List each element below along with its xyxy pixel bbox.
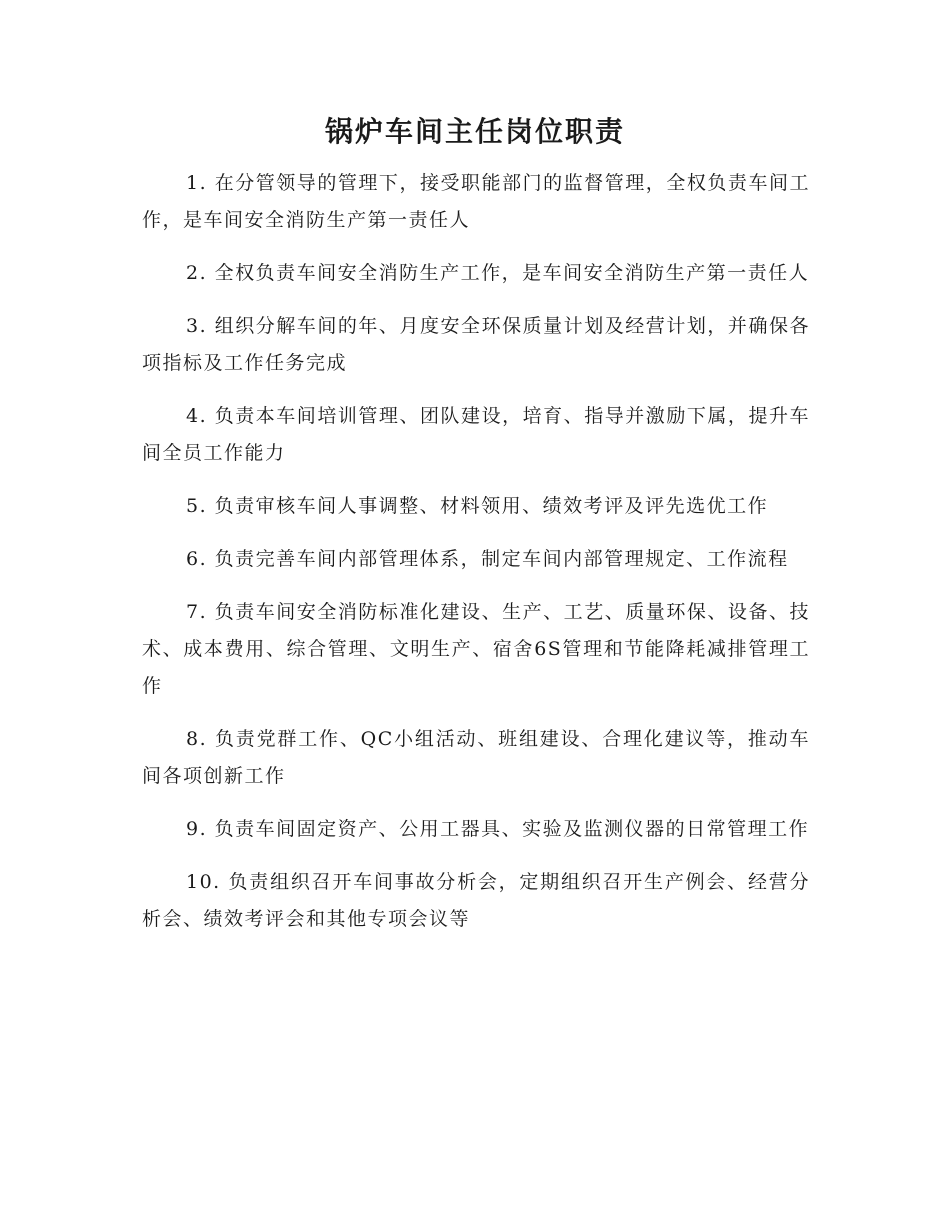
duty-item-1: 1. 在分管领导的管理下，接受职能部门的监督管理，全权负责车间工作，是车间安全消防生产第一责任人 — [142, 172, 810, 231]
duty-item-4: 4. 负责本车间培训管理、团队建设，培育、指导并激励下属，提升车间全员工作能力 — [142, 405, 810, 464]
duty-item-7: 7. 负责车间安全消防标准化建设、生产、工艺、质量环保、设备、技术、成本费用、综合管理、文明生产、宿舍6S管理和节能降耗减排管理工作 — [142, 601, 810, 697]
duty-item-10: 10. 负责组织召开车间事故分析会，定期组织召开生产例会、经营分析会、绩效考评会和其他专项会议等 — [142, 871, 810, 930]
duty-item-8: 8. 负责党群工作、QC小组活动、班组建设、合理化建议等，推动车间各项创新工作 — [142, 728, 810, 787]
duty-item-9: 9. 负责车间固定资产、公用工器具、实验及监测仪器的日常管理工作 — [186, 818, 810, 840]
duty-item-2: 2. 全权负责车间安全消防生产工作，是车间安全消防生产第一责任人 — [186, 262, 810, 284]
page-title: 锅炉车间主任岗位职责 — [324, 115, 625, 148]
duty-item-3: 3. 组织分解车间的年、月度安全环保质量计划及经营计划，并确保各项指标及工作任务完成 — [142, 315, 810, 374]
duty-item-6: 6. 负责完善车间内部管理体系，制定车间内部管理规定、工作流程 — [186, 548, 789, 570]
duty-item-5: 5. 负责审核车间人事调整、材料领用、绩效考评及评先选优工作 — [186, 495, 769, 517]
duty-list — [142, 165, 810, 954]
